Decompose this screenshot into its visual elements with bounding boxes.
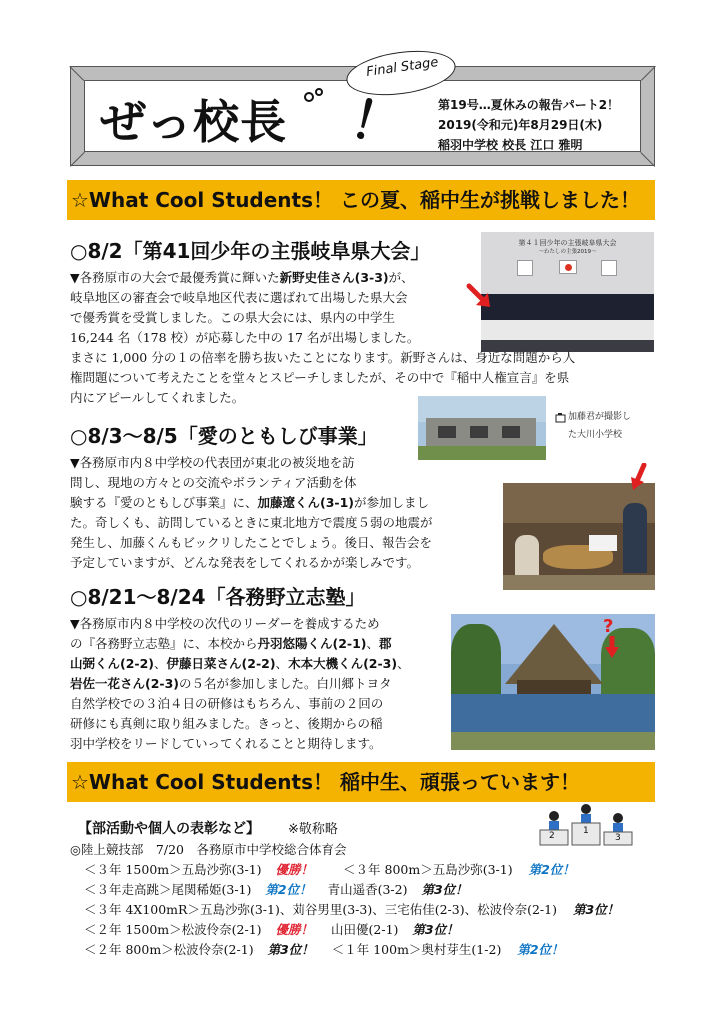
text-line: 研修にも真剣に取り組みました。きっと、後期からの稲 bbox=[70, 716, 383, 731]
gassho-house bbox=[499, 622, 609, 702]
text-line: 発生し、加藤くんもビックリしたことでしょう。後日、報告会を bbox=[70, 535, 433, 550]
text-line: 羽中学校をリードしていってくれることと期待します。 bbox=[70, 736, 382, 751]
speech-contest-text-narrow bbox=[70, 268, 480, 348]
text-line: ▼各務原市の大会で最優秀賞に輝いた新野史佳さん(3-3)が、 bbox=[70, 270, 414, 285]
text-line: 内にアピールしてくれました。 bbox=[70, 390, 245, 405]
rishijuku-text bbox=[70, 614, 450, 754]
photo-ground bbox=[451, 732, 655, 750]
award-rank: 第3位！ bbox=[572, 902, 620, 917]
awards-note: ※敬称略 bbox=[288, 822, 338, 837]
text-line: 予定していますが、どんな発表をしてくれるかが楽しみです。 bbox=[70, 555, 420, 570]
award-rank: 第2位！ bbox=[265, 882, 312, 897]
text-line: 権問題について考えたことを堂々とスピーチしましたが、その中で『稲中人権宣言』を県 bbox=[70, 370, 570, 385]
issue-info bbox=[438, 95, 619, 155]
rishijuku-group-photo bbox=[451, 614, 655, 750]
award-rank: 優勝！ bbox=[275, 922, 314, 937]
photo-person bbox=[515, 535, 539, 575]
photo-papers bbox=[589, 535, 617, 551]
award-row: ＜３年 1500m＞五島沙弥(3-1) 優勝！ ＜３年 800m＞五島沙弥(3-1) 第2位！ bbox=[84, 862, 575, 877]
award-rank: 第3位！ bbox=[267, 942, 314, 957]
text-line: 験する『愛のともしび事業』に、加藤遼くん(3-1)が参加しまし bbox=[70, 495, 430, 510]
photo-flag bbox=[517, 260, 533, 276]
text-line: た。奇しくも、訪問しているときに東北地方で震度５弱の地震が bbox=[70, 515, 433, 530]
award-row: ＜２年 1500m＞松波伶奈(2-1) 優勝！ 山田優(2-1) 第3位！ bbox=[84, 922, 459, 937]
photo-flag bbox=[559, 260, 577, 274]
photo-banner-title: 第４１回少年の主張岐阜県大会 bbox=[518, 239, 617, 247]
photo-students-front-row bbox=[481, 320, 654, 342]
issue-date: 2019(令和元)年8月29日(木) bbox=[438, 118, 603, 132]
photo-trees bbox=[451, 624, 501, 694]
award-rank: 第2位！ bbox=[517, 942, 564, 957]
text-line: ▼各務原市内８中学校の代表団が東北の被災地を訪 bbox=[70, 455, 355, 470]
text-line: 山弼くん(2-2)、伊藤日菜さん(2-2)、木本大機くん(2-3)、 bbox=[70, 656, 410, 671]
tomoshibi-text bbox=[70, 453, 502, 573]
logo-circles-decoration bbox=[304, 88, 326, 102]
student-name: 岩佐一花さん(2-3) bbox=[70, 676, 180, 691]
question-mark-icon: ? bbox=[603, 616, 614, 637]
student-name: 山弼くん(2-2) bbox=[70, 656, 155, 671]
photo-window bbox=[470, 426, 488, 438]
text-line: で優秀賞を受賞しました。この県大会には、県内の中学生 bbox=[70, 310, 396, 325]
text-line: 問し、現地の方々との交流やボランティア活動を体 bbox=[70, 475, 357, 490]
photo-floor bbox=[503, 575, 655, 590]
section-banner-challenge: ☆What Cool Students！ この夏、稲中生が挑戦しました！ bbox=[67, 180, 655, 220]
camera-icon bbox=[555, 412, 566, 423]
award-row: ＜３年走高跳＞尾関稀姫(3-1) 第2位！ 青山遥香(3-2) 第3位！ bbox=[84, 882, 468, 897]
text-line: 自然学校での３泊４日の研修はもちろん、事前の２回の bbox=[70, 696, 384, 711]
text-line: 岩佐一花さん(2-3)の５名が参加しました。白川郷トヨタ bbox=[70, 676, 392, 691]
student-name: 丹羽悠陽くん(2-1) bbox=[257, 636, 367, 651]
awards-meet: ◎陸上競技部 7/20 各務原市中学校総合体育会 bbox=[70, 842, 347, 857]
award-rank: 第3位！ bbox=[412, 922, 459, 937]
final-stage-label: Final Stage bbox=[365, 55, 440, 80]
photo-flag bbox=[601, 260, 617, 276]
issue-author: 稲羽中学校 校長 江口 雅明 bbox=[438, 138, 583, 152]
award-rank: 優勝！ bbox=[275, 862, 314, 877]
award-rank: 第3位！ bbox=[421, 882, 468, 897]
text-line: 岐阜地区の審査会で岐阜地区代表に選ばれて出場した県大会 bbox=[70, 290, 408, 305]
photo-student bbox=[623, 503, 647, 573]
photo-window bbox=[438, 426, 456, 438]
text-line: まさに 1,000 分の１の倍率を勝ち抜いたことになります。新野さんは、身近な問題から人 bbox=[70, 350, 576, 365]
photo-window bbox=[502, 426, 520, 438]
award-row: ＜２年 800m＞松波伶奈(2-1) 第3位！ ＜１年 100m＞奥村芽生(1-2) 第2位！ bbox=[84, 942, 564, 957]
podium-place-label: 3 bbox=[615, 833, 621, 843]
award-row: ＜３年 4X100mR＞五島沙弥(3-1)、苅谷男里(3-3)、三宅佑佳(2-3)、松波伶奈(2-1) 第3位！ bbox=[84, 902, 620, 917]
red-arrow-icon bbox=[605, 636, 619, 658]
speech-contest-text-wide bbox=[70, 348, 660, 408]
podium-place-label: 1 bbox=[583, 826, 589, 836]
text-line: の『各務野立志塾』に、本校から丹羽悠陽くん(2-1)、郡 bbox=[70, 636, 392, 651]
logo-exclamation: ！ bbox=[344, 89, 410, 161]
student-name: 伊藤日菜さん(2-2) bbox=[166, 656, 276, 671]
text-line: 16,244 名（178 校）が応募した中の 17 名が出場しました。 bbox=[70, 330, 420, 345]
red-arrow-icon bbox=[628, 463, 650, 491]
photo-banner-subtitle: ～わたしの主張2019～ bbox=[538, 249, 597, 255]
heading-speech-contest: ○8/2「第41回少年の主張岐阜県大会」 bbox=[70, 239, 431, 263]
student-name: 新野史佳さん(3-3) bbox=[279, 270, 389, 285]
section-banner-effort: ☆What Cool Students！ 稲中生、頑張っています！ bbox=[67, 762, 655, 802]
speech-contest-photo bbox=[481, 232, 654, 352]
student-name: 郡 bbox=[379, 636, 392, 651]
awards-heading: 【部活動や個人の表彰など】 ※敬称略 bbox=[78, 821, 338, 837]
student-name: 加藤遼くん(3-1) bbox=[257, 495, 355, 510]
tomoshibi-workshop-photo bbox=[503, 483, 655, 590]
heading-rishijuku: ○8/21～8/24「各務野立志塾」 bbox=[70, 585, 366, 609]
issue-number: 第19号…夏休みの報告パート2！ bbox=[438, 98, 620, 112]
podium-place-label: 2 bbox=[549, 831, 555, 841]
award-rank: 第2位！ bbox=[528, 862, 575, 877]
newsletter-logo: ぜっ校長 bbox=[100, 95, 288, 149]
okawa-school-photo bbox=[418, 396, 546, 460]
photo-caption: 加藤君が撮影し た大川小学校 bbox=[568, 412, 632, 440]
text-line: ▼各務原市内８中学校の次代のリーダーを養成するため bbox=[70, 616, 380, 631]
heading-tomoshibi: ○8/3～8/5「愛のともしび事業」 bbox=[70, 424, 378, 448]
student-name: 木本大機くん(2-3) bbox=[288, 656, 398, 671]
